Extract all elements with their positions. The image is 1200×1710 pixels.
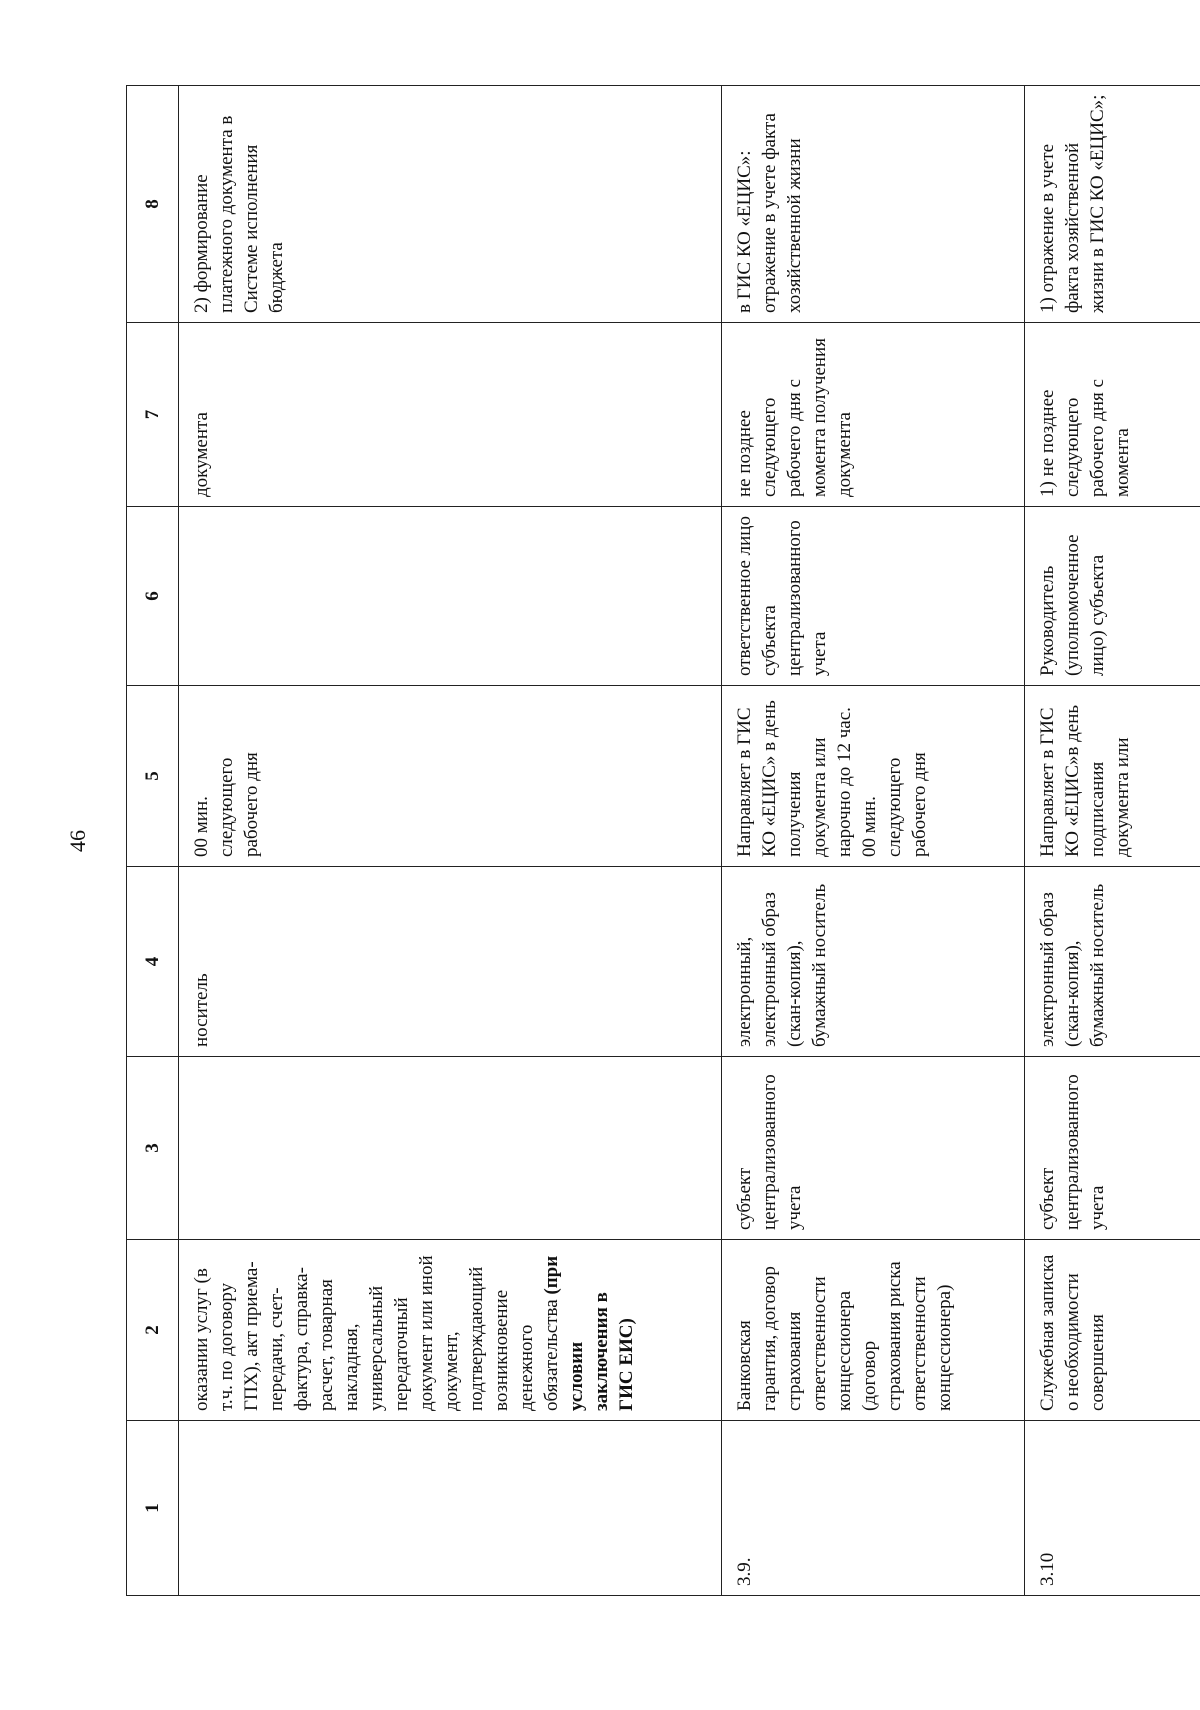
cell-row3-col5: Направляет в ГИС КО «ЕЦИС»в день подписания документа или: [1025, 686, 1200, 867]
header-col-3: 3: [127, 1057, 179, 1240]
cell-row2-col1: 3.9.: [722, 1421, 1025, 1596]
rotated-table: [126, 86, 1200, 1596]
cell-row3-col8: 1) отражение в учете факта хозяйственной жизни в ГИС КО «ЕЦИС»;: [1025, 86, 1200, 323]
cell-row3-col1: 3.10: [1025, 1421, 1200, 1596]
cell-row2-col5: Направляет в ГИС КО «ЕЦИС» в день получения документа или нарочно до 12 час. 00 мин. следующего рабочего дня: [722, 686, 1025, 867]
cell-row3-col6: Руководитель (уполномоченное лицо) субъекта: [1025, 507, 1200, 686]
header-col-2: 2: [127, 1240, 179, 1421]
header-col-4: 4: [127, 867, 179, 1057]
cell-row1-col2-condition: (при условии заключения в ГИС ЕИС): [541, 1255, 637, 1411]
header-col-1: 1: [127, 1421, 179, 1596]
cell-row1-col7: документа: [179, 323, 722, 507]
cell-row3-col7: 1) не позднее следующего рабочего дня с момента: [1025, 323, 1200, 507]
cell-row2-col3: субъект централизованного учета: [722, 1057, 1025, 1240]
header-col-5: 5: [127, 686, 179, 867]
cell-row2-col6: ответственное лицо субъекта централизованного учета: [722, 507, 1025, 686]
cell-row1-col4: носитель: [179, 867, 722, 1057]
cell-row1-col8: 2) формирование платежного документа в Системе исполнения бюджета: [179, 86, 722, 323]
cell-row1-col5: 00 мин. следующего рабочего дня: [179, 686, 722, 867]
cell-row2-col4: электронный, электронный образ (скан-копия), бумажный носитель: [722, 867, 1025, 1057]
cell-row3-col3: субъект централизованного учета: [1025, 1057, 1200, 1240]
cell-row2-col2: Банковская гарантия, договор страхования ответственности концессионера (договор страхования риска ответственности концессионера): [722, 1240, 1025, 1421]
cell-row1-col2: [179, 1240, 722, 1421]
header-row: [127, 86, 179, 1596]
header-col-8: 8: [127, 86, 179, 323]
cell-row2-col8: в ГИС КО «ЕЦИС»: отражение в учете факта хозяйственной жизни: [722, 86, 1025, 323]
page-number: 46: [65, 830, 90, 852]
document-page: [126, 86, 1200, 1596]
cell-row3-col2: Служебная записка о необходимости совершения: [1025, 1240, 1200, 1421]
cell-row1-col2-text: оказании услуг (в т.ч. по договору ГПХ), акт приема-передачи, счет-фактура, справка-расчет, товарная накладная, универсальный передаточный документ или иной документ, подтверждающий возникновение денежного обязательства: [191, 1255, 562, 1411]
header-col-6: 6: [127, 507, 179, 686]
cell-row3-col4: электронный образ (скан-копия), бумажный носитель: [1025, 867, 1200, 1057]
cell-row1-col3: [179, 1057, 722, 1240]
cell-row2-col7: не позднее следующего рабочего дня с момента получения документа: [722, 323, 1025, 507]
cell-row1-col1: [179, 1421, 722, 1596]
table-row: [1025, 86, 1200, 1596]
cell-row1-col6: [179, 507, 722, 686]
table-row: [179, 86, 722, 1596]
table-row: [722, 86, 1025, 1596]
header-col-7: 7: [127, 323, 179, 507]
data-table: [126, 85, 1200, 1596]
